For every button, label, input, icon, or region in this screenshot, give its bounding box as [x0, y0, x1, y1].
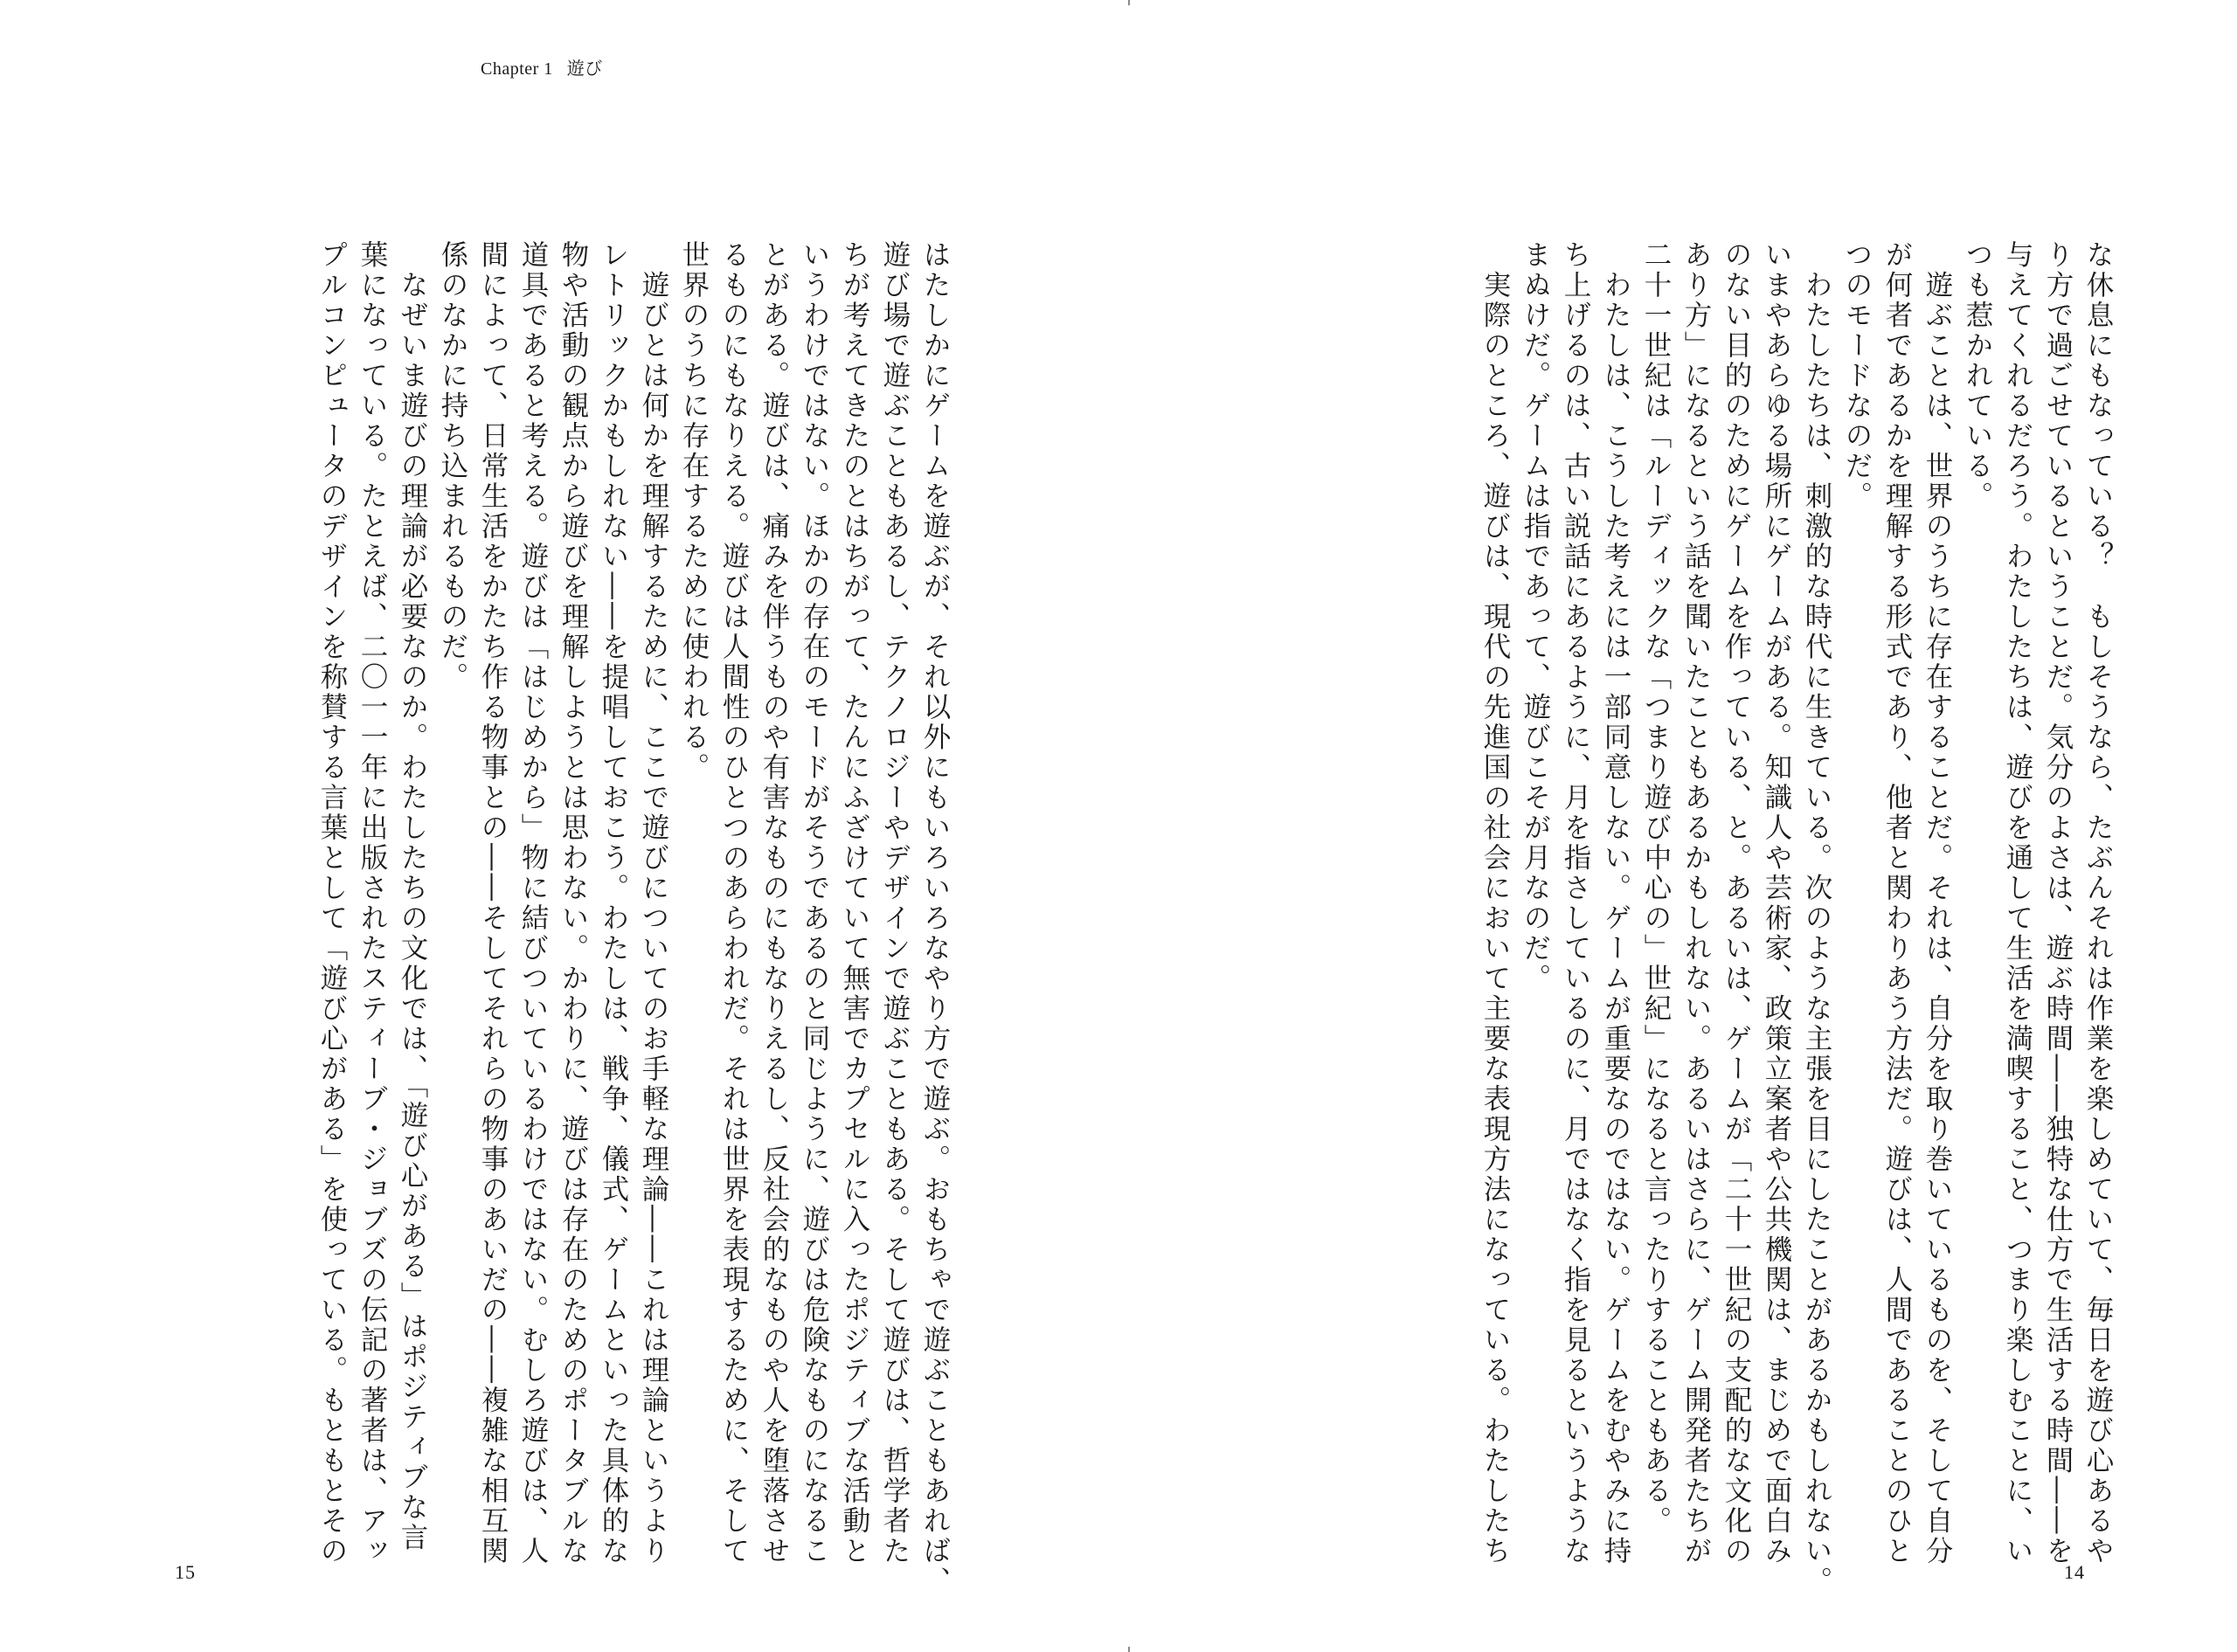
body-line: つも惹かれている。: [1962, 240, 1993, 512]
body-line: が何者であるかを理解する形式であり、他者と関わりあう方法だ。遊びは、人間であることのひと: [1881, 240, 1913, 1566]
body-line: 二十一世紀は「ルーディックな「つまり遊び中心の」世紀」になると言ったりすることもある。: [1640, 240, 1672, 1537]
body-line: 遊び場で遊ぶこともあるし、テクノロジーやデザインで遊ぶこともある。そして遊びは、哲学者た: [879, 240, 911, 1566]
body-line: あり方」になるという話を聞いたこともあるかもしれない。あるいはさらに、ゲーム開発者たちが: [1680, 240, 1712, 1566]
page-number-left: 15: [175, 1561, 196, 1583]
body-line: いうわけではない。ほかの存在のモードがそうであるのと同じように、遊びは危険なものになるこ: [799, 240, 830, 1566]
body-line: 世界のうちに存在するために使われる。: [678, 240, 710, 783]
body-line: プルコンピュータのデザインを称賛する言葉として「遊び心がある」を使っている。もともとその: [316, 240, 348, 1566]
body-line: のない目的のためにゲームを作っている、と。あるいは、ゲームが「二十一世紀の支配的な文化の: [1721, 240, 1752, 1566]
crop-mark-bottom: [1128, 1647, 1130, 1652]
running-header-title: 遊び: [566, 59, 603, 79]
body-line: 係のなかに持ち込まれるものだ。: [437, 240, 468, 693]
body-line: 葉になっている。たとえば、二〇一一年に出版されたスティーブ・ジョブズの伝記の著者は、アッ: [357, 240, 388, 1566]
body-line: 与えてくれるだろう。わたしたちは、遊びを通して生活を満喫すること、つまり楽しむことに、い: [2002, 240, 2033, 1566]
body-line: つのモードなのだ。: [1841, 240, 1873, 512]
running-header-chapter: Chapter 1: [481, 59, 553, 79]
body-line: 実際のところ、遊びは、現代の先進国の社会において主要な表現方法になっている。わたしたち: [1479, 240, 1511, 1566]
body-line: とがある。遊びは、痛みを伴うものや有害なものにもなりえるし、反社会的なものや人を堕落させ: [758, 240, 790, 1566]
body-line: るものにもなりえる。遊びは人間性のひとつのあらわれだ。それは世界を表現するために、そして: [718, 240, 750, 1566]
running-header: [481, 54, 603, 79]
body-line: わたしは、こうした考えには一部同意しない。ゲームが重要なのではない。ゲームをむやみに持: [1600, 240, 1631, 1566]
page-number-right: 14: [2064, 1561, 2085, 1583]
body-line: なぜいま遊びの理論が必要なのか。わたしたちの文化では、「遊び心がある」はポジティブな言: [397, 240, 428, 1553]
body-line: 物や活動の観点から遊びを理解しようとは思わない。かわりに、遊びは存在のためのポータブルな: [558, 240, 589, 1566]
body-line: 遊びとは何かを理解するために、ここで遊びについてのお手軽な理論――これは理論というより: [638, 240, 669, 1566]
body-line: り方で過ごせているということだ。気分のよさは、遊ぶ時間――独特な仕方で生活する時間――を: [2042, 240, 2074, 1566]
body-line: はたしかにゲームを遊ぶが、それ以外にもいろいろなやり方で遊ぶ。おもちゃで遊ぶこともあれば、: [919, 240, 951, 1597]
body-line: 道具であると考える。遊びは「はじめから」物に結びついているわけではない。むしろ遊びは、人: [517, 240, 549, 1566]
crop-mark-top: [1128, 0, 1130, 5]
body-line: ち上げるのは、古い説話にあるように、月を指さしているのに、月ではなく指を見るというような: [1560, 240, 1591, 1566]
body-line: いまやあらゆる場所にゲームがある。知識人や芸術家、政策立案者や公共機関は、まじめで面白み: [1761, 240, 1792, 1566]
body-line: ちが考えてきたのとはちがって、たんにふざけていて無害でカプセルに入ったポジティブな活動と: [839, 240, 870, 1566]
body-line: 間によって、日常生活をかたち作る物事との――そしてそれらの物事のあいだの――複雑な相互関: [477, 240, 509, 1566]
body-line: な休息にもなっている？ もしそうなら、たぶんそれは作業を楽しめていて、毎日を遊び心あるや: [2082, 240, 2114, 1566]
body-line: わたしたちは、刺激的な時代に生きている。次のような主張を目にしたことがあるかもしれない。: [1801, 240, 1832, 1597]
body-line: レトリックかもしれない――を提唱しておこう。わたしは、戦争、儀式、ゲームといった具体的な: [598, 240, 629, 1566]
body-line: 遊ぶことは、世界のうちに存在することだ。それは、自分を取り巻いているものを、そして自分: [1922, 240, 1953, 1566]
body-line: まぬけだ。ゲームは指であって、遊びこそが月なのだ。: [1520, 240, 1551, 994]
